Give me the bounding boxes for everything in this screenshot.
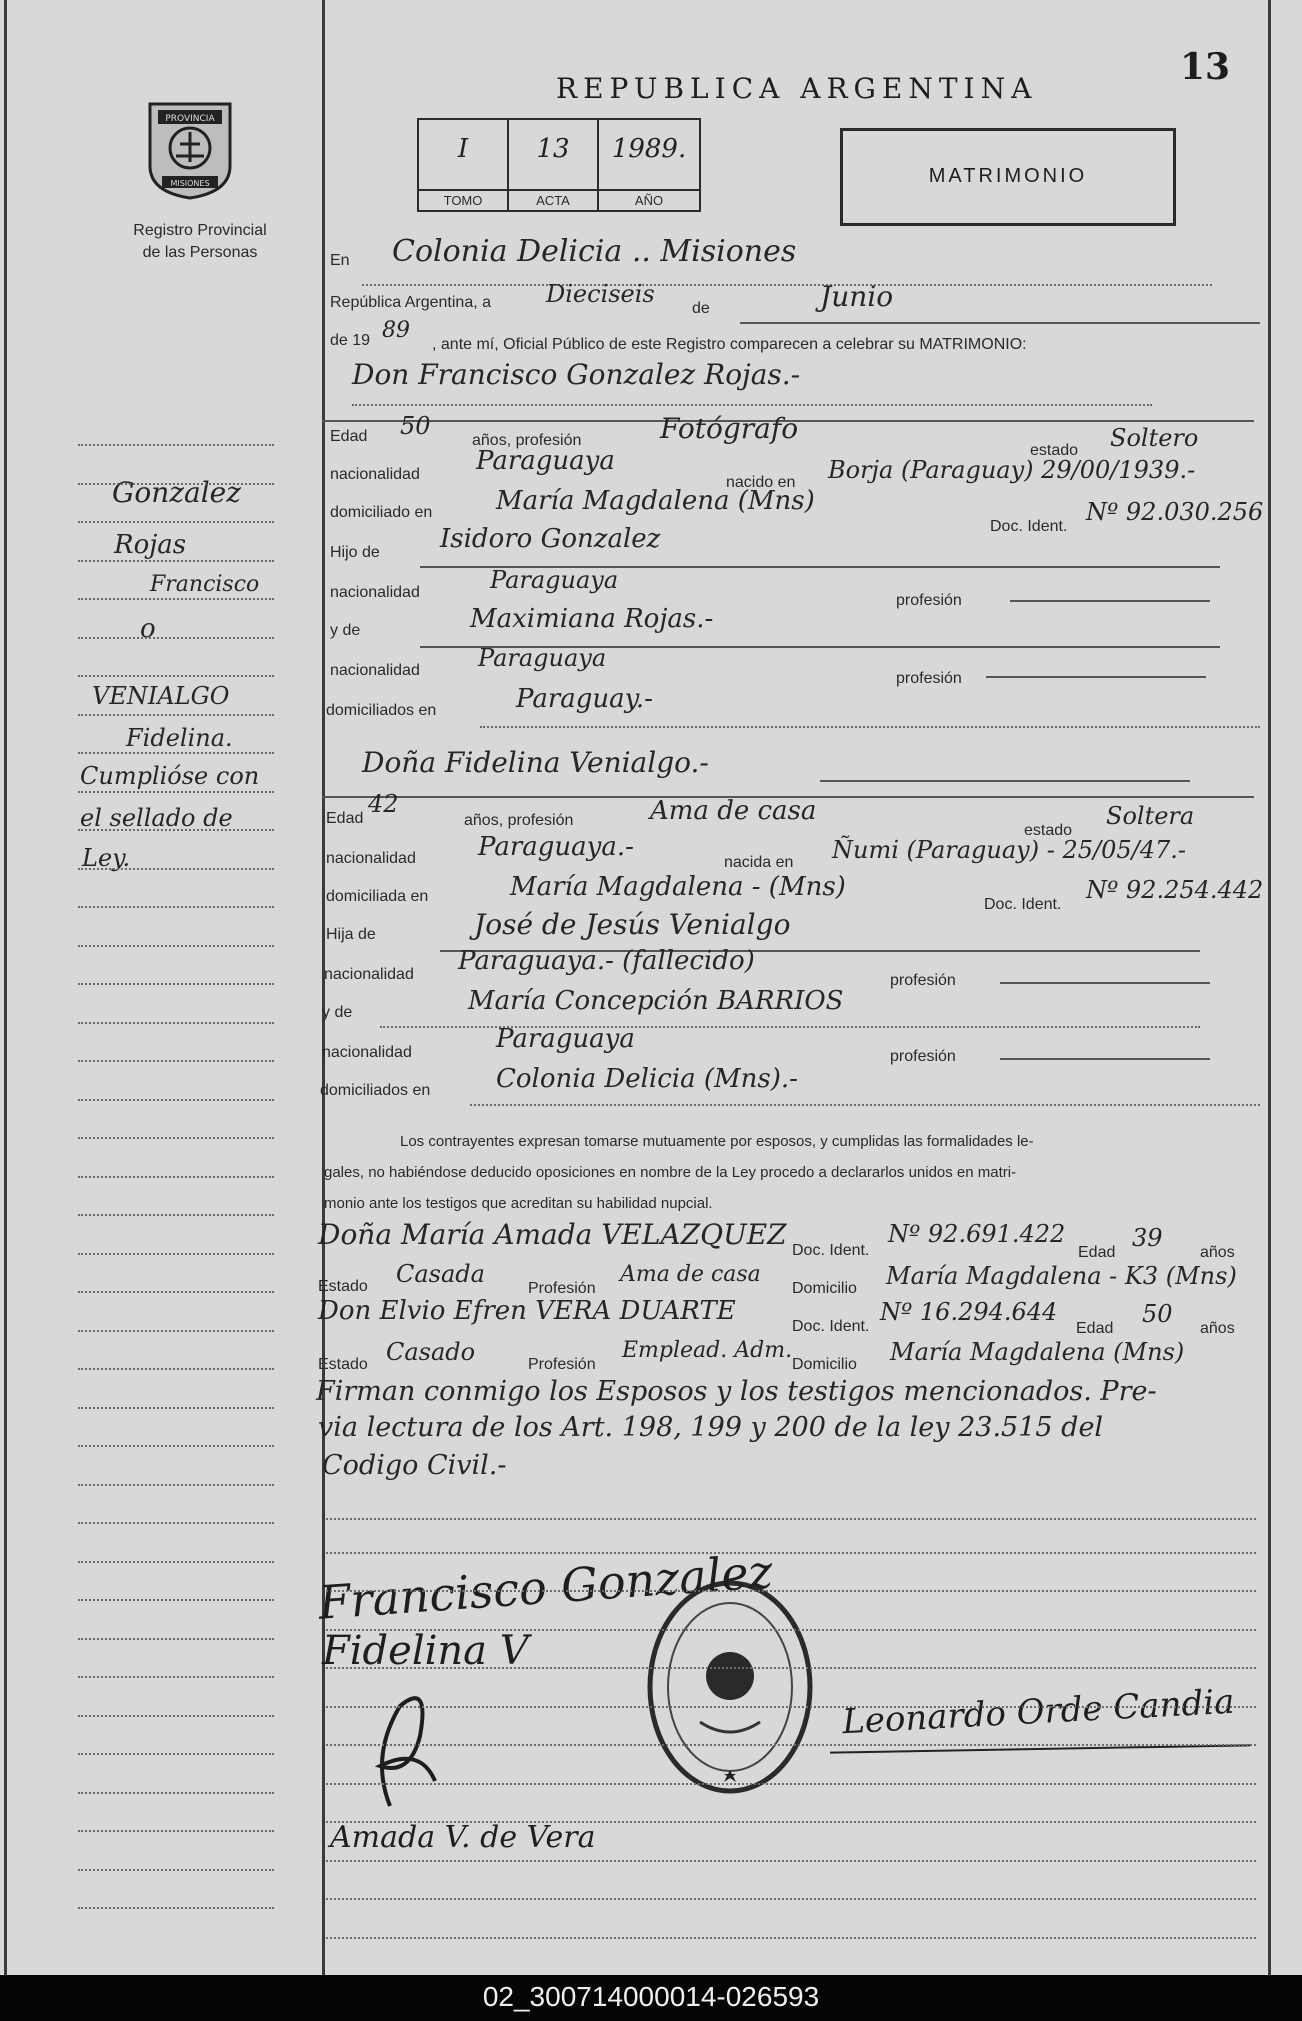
witness2-doc-label: Doc. Ident. <box>792 1318 870 1335</box>
bride-father-prof-line <box>1000 982 1210 984</box>
margin-ruled-line <box>78 1060 274 1062</box>
margin-ruled-line <box>78 637 274 639</box>
svg-text:MISIONES: MISIONES <box>170 179 210 188</box>
margin-ruled-line <box>78 752 274 754</box>
groom-nacionalidad-label: nacionalidad <box>330 466 420 483</box>
margin-ruled-line <box>78 1253 274 1255</box>
witness1-profession: Ama de casa <box>620 1262 761 1287</box>
margin-ruled-line <box>78 1099 274 1101</box>
bride-profession: Ama de casa <box>650 796 817 826</box>
margin-ruled-line <box>78 444 274 446</box>
registry-name-line2: de las Personas <box>142 244 258 261</box>
bride-mother-nat-label: nacionalidad <box>322 1044 412 1061</box>
groom-doc: Nº 92.030.256 <box>1086 498 1264 526</box>
margin-ruled-line <box>78 675 274 677</box>
groom-mother-nationality: Paraguaya <box>478 644 607 672</box>
bride-age: 42 <box>368 790 399 818</box>
bride-mother-prof-label: profesión <box>890 1048 956 1065</box>
groom-status: Soltero <box>1110 424 1199 452</box>
body-ruled-line <box>326 1937 1256 1939</box>
record-type-box <box>840 128 1176 226</box>
margin-note-line: Rojas <box>114 530 187 560</box>
declaration-line1: Los contrayentes expresan tomarse mutuamente por esposos, y cumplidas las formalidades le- <box>400 1133 1034 1150</box>
body-ruled-line <box>326 1518 1256 1520</box>
body-ruled-line <box>326 1898 1256 1900</box>
republica-label: República Argentina, a <box>330 294 491 311</box>
bride-status: Soltera <box>1106 802 1195 830</box>
margin-ruled-line <box>78 560 274 562</box>
margin-ruled-line <box>78 983 274 985</box>
declaration-line3: monio ante los testigos que acreditan su habilidad nupcial. <box>324 1195 713 1212</box>
bride-father-nat-label: nacionalidad <box>324 966 414 983</box>
body-ruled-line <box>326 1552 1256 1554</box>
groom-parents-domicile: Paraguay.- <box>516 684 653 714</box>
bride-doc-label: Doc. Ident. <box>984 896 1062 913</box>
body-ruled-line <box>326 1706 1256 1708</box>
bride-anos-profesion-label: años, profesión <box>464 812 574 829</box>
margin-ruled-line <box>78 1907 274 1909</box>
margin-ruled-line <box>78 1022 274 1024</box>
page-title: REPUBLICA ARGENTINA <box>556 72 1038 105</box>
witness1-edad-label: Edad <box>1078 1244 1116 1261</box>
groom-age: 50 <box>400 412 431 440</box>
bride-name-line <box>820 780 1190 782</box>
groom-mother-nat-label: nacionalidad <box>330 662 420 679</box>
tomo-cell <box>419 120 509 210</box>
groom-doc-label: Doc. Ident. <box>990 518 1068 535</box>
bride-father-prof-label: profesión <box>890 972 956 989</box>
groom-mother-prof-line <box>986 676 1206 678</box>
witness2-doc: Nº 16.294.644 <box>880 1298 1058 1326</box>
ano-value: 1989. <box>611 134 687 164</box>
groom-father: Isidoro Gonzalez <box>440 524 661 554</box>
margin-ruled-line <box>78 1368 274 1370</box>
image-caption-bar <box>0 1975 1302 2021</box>
margin-note-line: VENIALGO <box>92 682 230 710</box>
body-ruled-line <box>326 1590 1256 1592</box>
margin-ruled-line <box>78 1330 274 1332</box>
closing-line3: Codigo Civil.- <box>322 1450 507 1481</box>
groom-edad-label: Edad <box>330 428 368 445</box>
image-caption: 02_300714000014-026593 <box>482 1981 820 2012</box>
bride-hija-de-label: Hija de <box>326 926 376 943</box>
margin-ruled-line <box>78 714 274 716</box>
groom-mother: Maximiana Rojas.- <box>470 604 714 634</box>
place-value: Colonia Delicia .. Misiones <box>392 234 797 269</box>
witness1-age: 39 <box>1132 1224 1163 1252</box>
margin-ruled-line <box>78 1676 274 1678</box>
margin-ruled-line <box>78 945 274 947</box>
body-ruled-line <box>326 1821 1256 1823</box>
margin-ruled-line <box>78 1638 274 1640</box>
margin-ruled-line <box>78 1445 274 1447</box>
witness2-estado-label: Estado <box>318 1356 368 1373</box>
groom-parents-domicile-line <box>480 726 1260 728</box>
volume-record-year-table <box>417 118 701 212</box>
groom-y-de-label: y de <box>330 622 361 639</box>
margin-note-line: Fidelina. <box>126 724 233 752</box>
en-label: En <box>330 252 350 269</box>
year-value: 89 <box>382 318 410 343</box>
bride-mother-nationality: Paraguaya <box>496 1024 635 1054</box>
groom-father-nationality: Paraguaya <box>490 566 619 594</box>
acta-cell <box>509 120 599 210</box>
witness1-anos-label: años <box>1200 1244 1235 1261</box>
tomo-label: TOMO <box>419 189 507 208</box>
groom-signature: Francisco Gonzalez <box>316 1544 775 1630</box>
ano-cell <box>599 120 699 210</box>
bride-signature: Fidelina V <box>322 1628 529 1674</box>
witness1-domicilio-label: Domicilio <box>792 1280 857 1297</box>
margin-ruled-line <box>78 521 274 523</box>
witness2-profession: Emplead. Adm. <box>622 1338 793 1363</box>
margin-ruled-line <box>78 1176 274 1178</box>
margin-ruled-line <box>78 1715 274 1717</box>
margin-note-line: o <box>140 614 156 644</box>
witness-signature: Amada V. de Vera <box>330 1820 596 1855</box>
margin-ruled-line <box>78 1291 274 1293</box>
bride-nacionalidad-label: nacionalidad <box>326 850 416 867</box>
bride-parents-domicile-label: domiciliados en <box>320 1082 431 1099</box>
acta-label: ACTA <box>509 189 597 208</box>
margin-note-line: Francisco <box>150 572 260 597</box>
bride-nationality: Paraguaya.- <box>478 832 634 862</box>
body-ruled-line <box>326 1860 1256 1862</box>
body-ruled-line <box>326 1667 1256 1669</box>
bride-edad-label: Edad <box>326 810 364 827</box>
groom-father-nat-label: nacionalidad <box>330 584 420 601</box>
witness1-profesion-label: Profesión <box>528 1280 596 1297</box>
right-border <box>1268 0 1271 1975</box>
witness2-domicile: María Magdalena (Mns) <box>890 1338 1185 1366</box>
margin-ruled-line <box>78 1599 274 1601</box>
groom-mother-prof-label: profesión <box>896 670 962 687</box>
margin-ruled-line <box>78 1792 274 1794</box>
margin-divider <box>322 0 325 1975</box>
margin-ruled-line <box>78 791 274 793</box>
margin-ruled-line <box>78 1214 274 1216</box>
place-line <box>362 284 1212 286</box>
bride-birth: Ñumi (Paraguay) - 25/05/47.- <box>832 836 1186 864</box>
witness1-doc: Nº 92.691.422 <box>888 1220 1066 1248</box>
witness2-edad-label: Edad <box>1076 1320 1114 1337</box>
day-value: Dieciseis <box>546 280 655 308</box>
bride-doc: Nº 92.254.442 <box>1086 876 1264 904</box>
bride-parents-domicile-line <box>470 1104 1260 1106</box>
witness2-domicilio-label: Domicilio <box>792 1356 857 1373</box>
groom-estado-label: estado <box>1030 442 1079 459</box>
margin-ruled-line <box>78 868 274 870</box>
groom-nationality: Paraguaya <box>476 446 615 476</box>
record-type-label: MATRIMONIO <box>928 165 1088 187</box>
margin-ruled-line <box>78 598 274 600</box>
margin-ruled-line <box>78 906 274 908</box>
groom-domiciliado-label: domiciliado en <box>330 504 433 521</box>
margin-note-line: Ley. <box>82 844 131 872</box>
closing-line2: via lectura de los Art. 198, 199 y 200 de la ley 23.515 del <box>318 1412 1104 1443</box>
margin-ruled-line <box>78 1522 274 1524</box>
month-value: Junio <box>820 280 894 313</box>
svg-text:PROVINCIA: PROVINCIA <box>165 114 215 124</box>
bride-y-de-label: y de <box>322 1004 353 1021</box>
margin-ruled-line <box>78 1830 274 1832</box>
margin-ruled-line <box>78 829 274 831</box>
closing-line1: Firman conmigo los Esposos y los testigos mencionados. Pre- <box>316 1376 1157 1407</box>
bride-domicile: María Magdalena - (Mns) <box>510 872 846 902</box>
margin-ruled-line <box>78 1561 274 1563</box>
groom-father-prof-line <box>1010 600 1210 602</box>
bride-name: Doña Fidelina Venialgo.- <box>362 746 709 779</box>
witness2-status: Casado <box>386 1338 476 1366</box>
officer-signature: Leonardo Orde Candia <box>841 1681 1236 1743</box>
margin-ruled-line <box>78 1753 274 1755</box>
page-number: 13 <box>1180 46 1231 88</box>
margin-ruled-line <box>78 1137 274 1139</box>
groom-domicile: María Magdalena (Mns) <box>496 486 815 516</box>
bride-parents-domicile: Colonia Delicia (Mns).- <box>496 1064 798 1094</box>
margin-note-line: Cumplióse con <box>80 762 260 790</box>
margin-ruled-line <box>78 1484 274 1486</box>
groom-profession: Fotógrafo <box>660 412 799 445</box>
witness1-estado-label: Estado <box>318 1278 368 1295</box>
acta-value: 13 <box>536 134 570 164</box>
groom-parents-domicile-label: domiciliados en <box>326 702 437 719</box>
margin-ruled-line <box>78 483 274 485</box>
de-label: de <box>692 300 710 317</box>
witness1-status: Casada <box>396 1260 485 1288</box>
registry-name <box>100 220 300 264</box>
left-border <box>4 0 7 1975</box>
declaration-line2: gales, no habiéndose deducido oposiciones en nombre de la Ley procedo a declararlos unidos en matri- <box>324 1164 1017 1181</box>
witness2-age: 50 <box>1142 1300 1173 1328</box>
bride-father: José de Jesús Venialgo <box>474 908 791 941</box>
groom-hijo-de-label: Hijo de <box>330 544 380 561</box>
groom-nacido-en-label: nacido en <box>726 474 796 491</box>
witness1-doc-label: Doc. Ident. <box>792 1242 870 1259</box>
margin-note-line: el sellado de <box>80 804 233 832</box>
official-seal-stamp <box>640 1572 820 1802</box>
tomo-value: I <box>457 134 469 164</box>
bride-nacida-en-label: nacida en <box>724 854 794 871</box>
bride-estado-label: estado <box>1024 822 1073 839</box>
witness1-domicile: María Magdalena - K3 (Mns) <box>886 1262 1237 1290</box>
declaration-text <box>324 1126 1250 1219</box>
province-seal-logo <box>140 96 240 200</box>
bride-mother-prof-line <box>1000 1058 1210 1060</box>
month-line <box>740 322 1260 324</box>
year-prefix: de 19 <box>330 332 371 349</box>
witness1-name: Doña María Amada VELAZQUEZ <box>318 1218 787 1251</box>
margin-ruled-line <box>78 1407 274 1409</box>
groom-birth: Borja (Paraguay) 29/00/1939.- <box>828 456 1196 484</box>
registry-name-line1: Registro Provincial <box>133 222 267 239</box>
body-ruled-line <box>326 1783 1256 1785</box>
witness2-name: Don Elvio Efren VERA DUARTE <box>318 1296 736 1326</box>
body-ruled-line <box>326 1629 1256 1631</box>
bride-domiciliada-label: domiciliada en <box>326 888 429 905</box>
appearance-statement: , ante mí, Oficial Público de este Registro comparecen a celebrar su MATRIMONIO: <box>432 336 1027 353</box>
bride-mother: María Concepción BARRIOS <box>468 986 844 1016</box>
groom-anos-profesion-label: años, profesión <box>472 432 582 449</box>
body-ruled-line <box>326 1744 1256 1746</box>
witness2-anos-label: años <box>1200 1320 1235 1337</box>
margin-note-line: Gonzalez <box>112 476 241 509</box>
ano-label: AÑO <box>599 189 699 208</box>
groom-name-line <box>352 404 1152 406</box>
witness2-profesion-label: Profesión <box>528 1356 596 1373</box>
groom-father-prof-label: profesión <box>896 592 962 609</box>
bride-father-nationality: Paraguaya.- (fallecido) <box>458 946 755 976</box>
groom-name: Don Francisco Gonzalez Rojas.- <box>352 358 801 391</box>
margin-ruled-line <box>78 1869 274 1871</box>
